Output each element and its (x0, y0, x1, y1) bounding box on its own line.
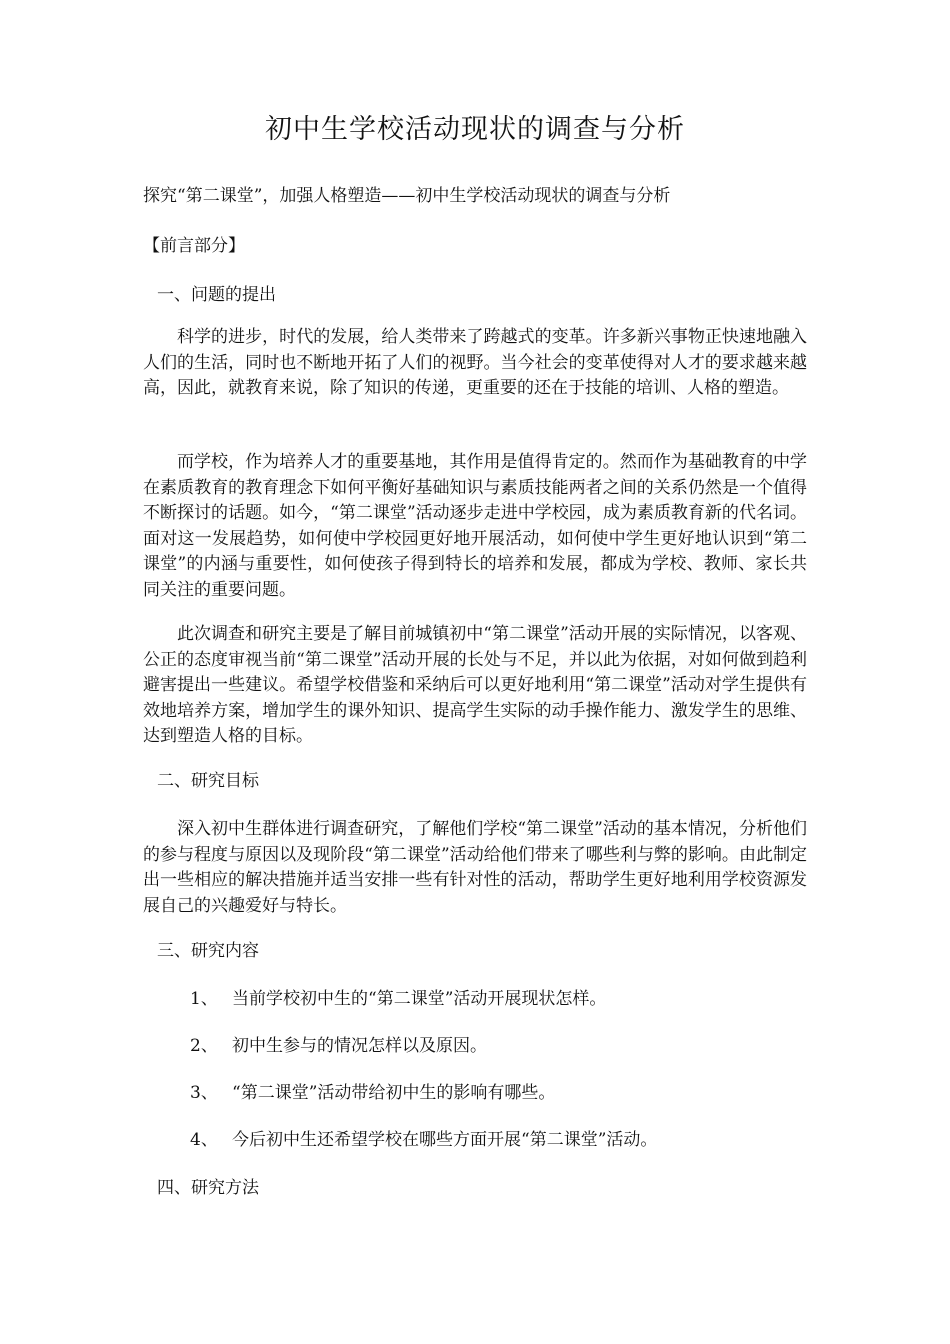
section-heading-2: 二、研究目标 (157, 771, 259, 791)
list-item-text: 今后初中生还希望学校在哪些方面开展“第二课堂”活动。 (232, 1130, 658, 1150)
preface-heading: 【前言部分】 (143, 236, 245, 256)
list-item (190, 1033, 487, 1059)
document-title: 初中生学校活动现状的调查与分析 (265, 114, 685, 145)
list-item-number: 1、 (190, 989, 218, 1009)
paragraph-2: 而学校，作为培养人才的重要基地，其作用是值得肯定的。然而作为基础教育的中学在素质教育的教育理念下如何平衡好基础知识与素质技能两者之间的关系仍然是一个值得不断探讨的话题。如今，“第二课堂”活动逐步走进中学校园，成为素质教育新的代名词。面对这一发展趋势，如何使中学校园更好地开展活动，如何使中学生更好地认识到“第二课堂”的内涵与重要性，如何使孩子得到特长的培养和发展，都成为学校、教师、家长共同关注的重要问题。 (143, 452, 807, 600)
list-item-number: 3、 (190, 1083, 218, 1103)
paragraph-1: 科学的进步，时代的发展，给人类带来了跨越式的变革。许多新兴事物正快速地融入人们的生活，同时也不断地开拓了人们的视野。当今社会的变革使得对人才的要求越来越高，因此，就教育来说，除了知识的传递，更重要的还在于技能的培训、人格的塑造。 (143, 327, 807, 399)
list-item-text: 当前学校初中生的“第二课堂”活动开展现状怎样。 (232, 989, 607, 1009)
list-item-text: 初中生参与的情况怎样以及原因。 (232, 1036, 487, 1056)
list-item-number: 4、 (190, 1130, 218, 1150)
list-item (190, 1080, 555, 1106)
list-item-number: 2、 (190, 1036, 218, 1056)
section-heading-3: 三、研究内容 (157, 941, 259, 961)
document-subtitle: 探究“第二课堂”，加强人格塑造——初中生学校活动现状的调查与分析 (143, 186, 671, 206)
paragraph-3: 此次调查和研究主要是了解目前城镇初中“第二课堂”活动开展的实际情况，以客观、公正的态度审视当前“第二课堂”活动开展的长处与不足，并以此为依据，对如何做到趋利避害提出一些建议。希望学校借鉴和采纳后可以更好地利用“第二课堂”活动对学生提供有效地培养方案，增加学生的课外知识、提高学生实际的动手操作能力、激发学生的思维、达到塑造人格的目标。 (143, 624, 807, 747)
list-item (190, 1127, 657, 1153)
paragraph-4: 深入初中生群体进行调查研究，了解他们学校“第二课堂”活动的基本情况，分析他们的参与程度与原因以及现阶段“第二课堂”活动给他们带来了哪些利与弊的影响。由此制定出一些相应的解决措施并适当安排一些有针对性的活动，帮助学生更好地利用学校资源发展自己的兴趣爱好与特长。 (143, 819, 807, 916)
list-item (190, 986, 606, 1012)
list-item-text: “第二课堂”活动带给初中生的影响有哪些。 (232, 1083, 556, 1103)
section-heading-1: 一、问题的提出 (157, 285, 276, 305)
section-heading-4: 四、研究方法 (157, 1178, 259, 1198)
